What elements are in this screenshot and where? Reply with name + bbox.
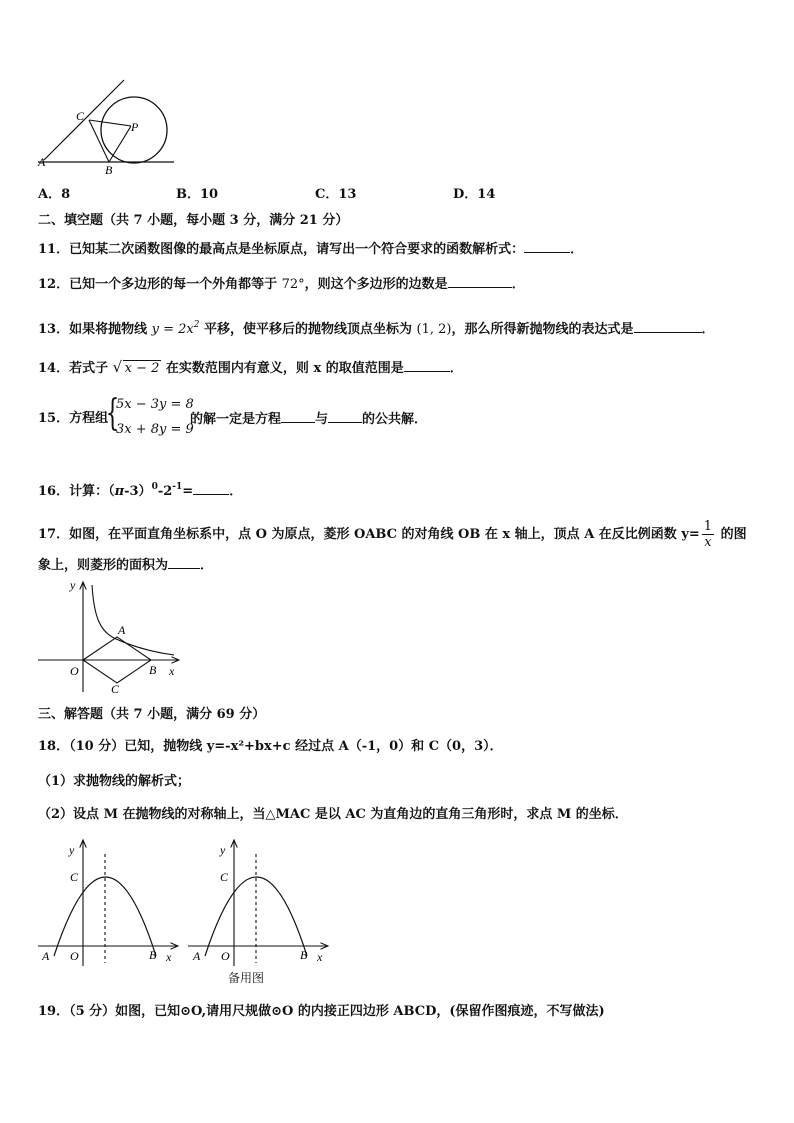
question-12 <box>38 275 525 294</box>
segment-pb <box>109 126 131 162</box>
label-b: B <box>105 163 113 176</box>
label-c: C <box>111 682 120 696</box>
q13-text-c: ，那么所得新抛物线的表达式是 <box>451 322 634 337</box>
q15-blank-2[interactable] <box>328 410 362 423</box>
label-b: B <box>149 948 157 962</box>
question-13 <box>38 316 715 339</box>
q15-eq2: 3x + 8y = 9 <box>116 422 194 437</box>
q15-brace: { <box>105 393 120 434</box>
label-x: x <box>169 664 175 678</box>
figure-rhombus <box>34 577 184 697</box>
q13-answer-blank[interactable] <box>634 320 702 333</box>
q11-end: ． <box>570 242 584 257</box>
q11-answer-blank[interactable] <box>524 240 570 253</box>
q17-fraction: $\frac{1}{x}$ <box>703 519 713 550</box>
label-y: y <box>220 843 226 857</box>
q13-text-b: 平移，使平移后的抛物线顶点坐标为 <box>199 322 417 337</box>
question-18-part-1: （1）求抛物线的解析式； <box>38 774 191 789</box>
label-y: y <box>69 843 75 857</box>
backup-figure-caption: 备用图 <box>228 971 265 985</box>
label-o: O <box>70 949 79 963</box>
q11-text: 11．已知某二次函数图像的最高点是坐标原点，请写出一个符合要求的函数解析式： <box>38 242 525 257</box>
question-11 <box>38 240 583 259</box>
q14-text-b: 在实数范围内有意义，则 x 的取值范围是 <box>161 361 404 376</box>
segment-cb <box>89 120 109 162</box>
label-y: y <box>70 578 76 592</box>
q13-point: (1, 2) <box>416 322 452 337</box>
label-a: A <box>118 623 126 637</box>
q15-text-b-group: 的解一定是方程 与 的公共解． <box>190 412 428 427</box>
choice-c[interactable]: C．13 <box>315 187 357 202</box>
question-16: 16．计算：$(\pi-3)^0-2^{-1}=$ ． <box>38 482 243 499</box>
question-19: 19．（5 分）如图，已知⊙O,请用尺规做⊙O 的内接正四边形 ABCD，(保留作图痕迹，不写做法) <box>38 1004 605 1019</box>
q12-end: ． <box>511 277 525 292</box>
q13-text-a: 13．如果将抛物线 <box>38 322 152 337</box>
label-o: O <box>70 664 79 678</box>
q16-answer-blank[interactable] <box>193 482 229 495</box>
q14-text-a: 14．若式子 <box>38 361 113 376</box>
q14-radical: √ x − 2 <box>112 358 160 376</box>
label-a: A <box>193 949 201 963</box>
question-14 <box>38 359 463 378</box>
figure-parabola-backup <box>184 838 334 970</box>
label-o: O <box>221 949 230 963</box>
q12-answer-blank[interactable] <box>448 275 512 288</box>
q12-angle: 72° <box>281 277 305 292</box>
q12-text-a: 12．已知一个多边形的每一个外角都等于 <box>38 277 282 292</box>
q15-eq1: 5x − 3y = 8 <box>116 397 194 412</box>
label-c: C <box>220 870 229 884</box>
q15-text-a: 15．方程组 <box>38 411 109 426</box>
label-a: A <box>38 155 46 169</box>
label-c: C <box>76 109 85 123</box>
question-18-part-2: （2）设点 M 在抛物线的对称轴上，当△MAC 是以 AC 为直角边的直角三角形时，求点 M 的坐标． <box>38 807 628 822</box>
question-17-line-1: 17．如图，在平面直角坐标系中，点 O 为原点，菱形 OABC 的对角线 OB 在 x 轴上，顶点 A 在反比例函数 y= $\frac{1}{x}$ 的图 <box>38 519 747 550</box>
q15-blank-1[interactable] <box>281 410 315 423</box>
figure-circle-tangent <box>34 72 179 176</box>
choice-b[interactable]: B．10 <box>176 187 219 202</box>
label-x: x <box>317 950 323 964</box>
segment-cp <box>89 120 131 126</box>
label-x: x <box>166 950 172 964</box>
choice-d[interactable]: D．14 <box>453 187 496 202</box>
label-a: A <box>42 949 50 963</box>
q13-expr: $y = 2x^2$ <box>151 320 200 337</box>
q17-answer-blank[interactable] <box>168 556 200 569</box>
question-17-line-2: 象上，则菱形的面积为 ． <box>38 558 214 573</box>
section-3-title: 三、解答题（共 7 小题，满分 69 分） <box>38 707 266 722</box>
q14-end: ． <box>449 361 463 376</box>
question-18-line-1: 18．（10 分）已知，抛物线 y=-x²+bx+c 经过点 A（-1，0）和 C（0，3）． <box>38 739 503 754</box>
label-c: C <box>70 870 79 884</box>
q12-text-b: ，则这个多边形的边数是 <box>304 277 448 292</box>
figure-parabola <box>34 838 184 970</box>
label-b: B <box>149 663 157 677</box>
q13-end: ． <box>701 322 715 337</box>
label-b: B <box>300 948 308 962</box>
section-2-title: 二、填空题（共 7 小题，每小题 3 分，满分 21 分） <box>38 213 349 228</box>
q14-answer-blank[interactable] <box>404 359 450 372</box>
label-p: P <box>131 120 139 134</box>
hyperbola-curve <box>92 585 174 655</box>
choice-a[interactable]: A．8 <box>38 187 71 202</box>
